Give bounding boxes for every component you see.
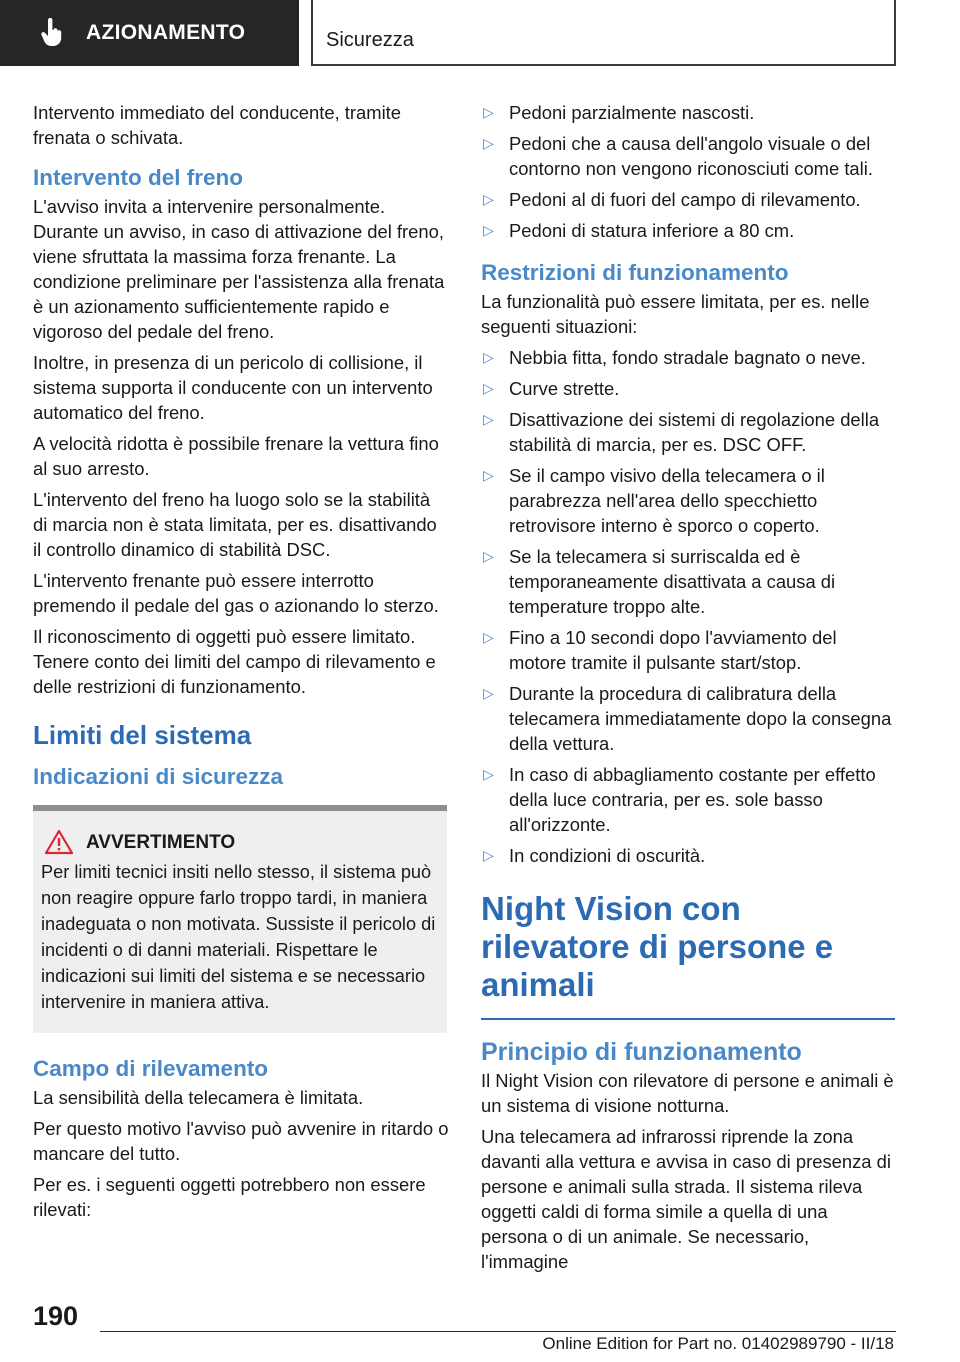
list-item: ▷ Fino a 10 secondi dopo l'avviamento del motore tramite il pulsante start/stop. (483, 627, 837, 673)
paragraph: Una telecamera ad infrarossi riprende la zona davanti alla vettura e avvisa in caso di presenza di persone e animali sulla strada. Il sistema rileva oggetti caldi di forma simile a quella di una persona o di un animale. Se necessario, l'immagine (481, 1126, 891, 1272)
list-item: ▷ Curve strette. (483, 378, 620, 399)
heading-indicazioni-sicurezza: Indicazioni di sicurezza (33, 764, 284, 789)
list-item: ▷ Se la telecamera si surriscalda ed è temporaneamente disattivata a causa di temperature troppo alte. (483, 546, 836, 617)
footer-edition: Online Edition for Part no. 01402989790 - II/18 (542, 1334, 894, 1353)
warning-box (33, 805, 447, 1033)
paragraph: L'intervento del freno ha luogo solo se la stabilità di marcia non è stata limitata, per es. disattivando il controllo dinamico di stabilità DSC. (33, 489, 437, 560)
page-number: 190 (33, 1301, 79, 1331)
list-item: ▷ Pedoni di statura inferiore a 80 cm. (483, 220, 795, 241)
list-item: ▷ Durante la procedura di calibratura della telecamera immediatamente dopo la consegna della vettura. (483, 683, 892, 754)
footer-divider (100, 1331, 896, 1332)
paragraph: L'intervento frenante può essere interrotto premendo il pedale del gas o azionando lo sterzo. (33, 570, 439, 616)
heading-restrizioni: Restrizioni di funzionamento (481, 260, 789, 285)
paragraph: Per questo motivo l'avviso può avvenire in ritardo o mancare del tutto. (33, 1118, 449, 1164)
bullet-triangle-icon: ▷ (483, 222, 494, 238)
list-item: ▷ In condizioni di oscurità. (483, 845, 706, 866)
list-item: ▷ Se il campo visivo della telecamera o il parabrezza nell'area dello specchietto retrovisore interno è sporco o coperto. (483, 465, 825, 536)
bullet-triangle-icon: ▷ (483, 104, 494, 120)
bullet-triangle-icon: ▷ (483, 685, 494, 701)
list-item: ▷ Pedoni parzialmente nascosti. (483, 102, 755, 123)
left-column (33, 100, 449, 1228)
paragraph: Il riconoscimento di oggetti può essere limitato. Tenere conto dei limiti del campo di rilevamento e delle restrizioni di funzionamento. (33, 626, 436, 697)
heading-principio: Principio di funzionamento (481, 1038, 802, 1066)
bullet-triangle-icon: ▷ (483, 847, 494, 863)
warning-text: Per limiti tecnici insiti nello stesso, il sistema può non reagire oppure farlo troppo tardi, in maniera inadeguata o non motivata. Sussiste il pericolo di incidenti o di danni materiali. Rispettare le indicazioni sui limiti del sistema e se necessario intervenire in maniera attiva. (41, 862, 436, 1012)
paragraph: Intervento immediato del conducente, tramite frenata o schivata. (33, 102, 402, 148)
bullet-triangle-icon: ▷ (483, 191, 494, 207)
hand-pointer-icon (40, 18, 64, 48)
list-item: ▷ In caso di abbagliamento costante per effetto della luce contraria, per es. sole basso all'orizzonte. (483, 764, 876, 835)
warning-title: AVVERTIMENTO (86, 831, 236, 853)
heading-intervento-freno: Intervento del freno (33, 165, 244, 190)
paragraph: Il Night Vision con rilevatore di persone e animali è un sistema di visione notturna. (481, 1070, 894, 1116)
bullet-triangle-icon: ▷ (483, 349, 494, 365)
list-item: ▷ Disattivazione dei sistemi di regolazione della stabilità di marcia, per es. DSC OFF. (483, 409, 880, 455)
list-item: ▷ Pedoni al di fuori del campo di rilevamento. (483, 189, 861, 210)
warning-triangle-icon (44, 829, 74, 855)
paragraph: Inoltre, in presenza di un pericolo di collisione, il sistema supporta il conducente con un intervento automatico del freno. (33, 352, 433, 423)
chapter-title: AZIONAMENTO (86, 21, 246, 44)
list-item: ▷ Pedoni che a causa dell'angolo visuale o del contorno non vengono riconosciuti come tali. (483, 133, 873, 179)
title-divider (481, 1018, 895, 1020)
undetected-objects-list (481, 100, 897, 243)
bullet-triangle-icon: ▷ (483, 411, 494, 427)
section-header (311, 0, 896, 66)
chapter-tab (0, 0, 299, 66)
list-item: ▷ Nebbia fitta, fondo stradale bagnato o neve. (483, 347, 866, 368)
paragraph: L'avviso invita a intervenire personalmente. Durante un avviso, in caso di attivazione del freno, viene sfruttata la massima forza frenante. La condizione preliminare per l'assistenza alla frenata è un azionamento sufficientemente rapido e vigoroso del pedale del freno. (33, 196, 445, 342)
paragraph: La funzionalità può essere limitata, per es. nelle seguenti situazioni: (481, 291, 870, 337)
bullet-triangle-icon: ▷ (483, 766, 494, 782)
bullet-triangle-icon: ▷ (483, 548, 494, 564)
paragraph: A velocità ridotta è possibile frenare la vettura fino al suo arresto. (33, 433, 439, 479)
bullet-triangle-icon: ▷ (483, 135, 494, 151)
section-title: Sicurezza (326, 29, 414, 51)
restrictions-list (481, 345, 897, 868)
heading-limiti-sistema: Limiti del sistema (33, 720, 252, 750)
bullet-triangle-icon: ▷ (483, 629, 494, 645)
heading-campo-rilevamento: Campo di rilevamento (33, 1056, 269, 1081)
paragraph: La sensibilità della telecamera è limitata. (33, 1087, 364, 1108)
paragraph: Per es. i seguenti oggetti potrebbero non essere rilevati: (33, 1174, 426, 1220)
heading-night-vision: Night Vision con rilevatore di persone e animali (481, 890, 834, 1003)
warning-header (41, 829, 437, 855)
bullet-triangle-icon: ▷ (483, 467, 494, 483)
bullet-triangle-icon: ▷ (483, 380, 494, 396)
right-column (481, 100, 897, 1280)
